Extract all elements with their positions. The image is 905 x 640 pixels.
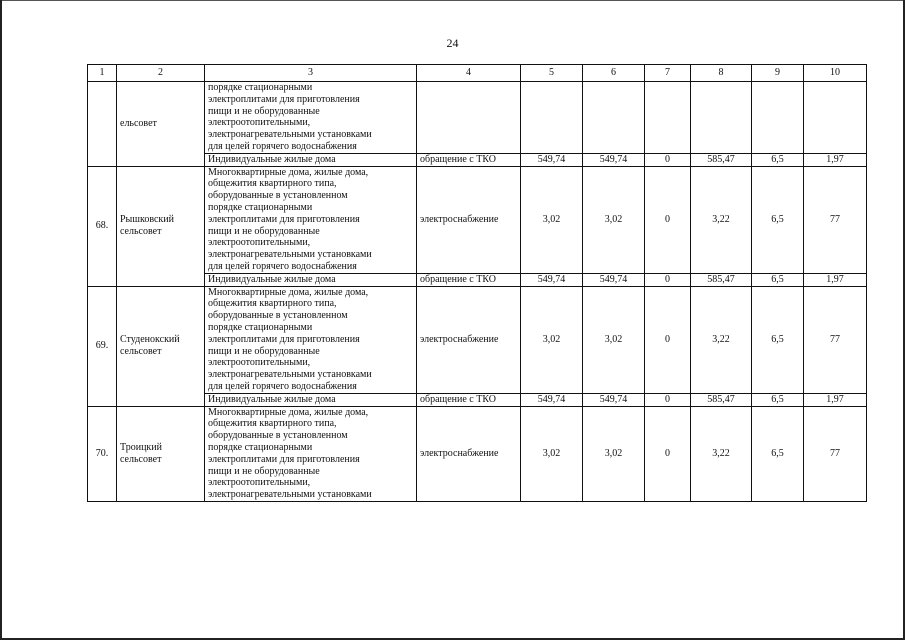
value-col7: 0 xyxy=(645,153,691,166)
tariff-table xyxy=(87,64,867,502)
column-header: 2 xyxy=(117,65,205,82)
value-col9: 6,5 xyxy=(752,393,804,406)
value-col6: 3,02 xyxy=(583,286,645,393)
value-col8: 3,22 xyxy=(691,406,752,501)
value-col6: 549,74 xyxy=(583,153,645,166)
value-col10: 1,97 xyxy=(804,153,867,166)
utility-service: обращение с ТКО xyxy=(417,393,521,406)
page-number: 24 xyxy=(446,36,459,50)
value-col10: 1,97 xyxy=(804,393,867,406)
table-row xyxy=(88,153,867,166)
value-col9: 6,5 xyxy=(752,153,804,166)
value-col8: 3,22 xyxy=(691,166,752,273)
housing-category: порядке стационарными электроплитами для приготовления пищи и не оборудованные электроотопительными, электронагревательными установками для целей горячего водоснабжения xyxy=(205,82,417,154)
value-col5: 549,74 xyxy=(521,153,583,166)
housing-category: Индивидуальные жилые дома xyxy=(205,393,417,406)
value-col9 xyxy=(752,82,804,154)
value-col8: 3,22 xyxy=(691,286,752,393)
housing-category: Многоквартирные дома, жилые дома, общежития квартирного типа, оборудованные в установленном порядке стационарными электроплитами для приготовления пищи и не оборудованные электроотопительными, электронагревательными установками для целей горячего водоснабжения xyxy=(205,286,417,393)
table-row xyxy=(88,82,867,154)
value-col9: 6,5 xyxy=(752,406,804,501)
column-header: 8 xyxy=(691,65,752,82)
value-col8 xyxy=(691,82,752,154)
utility-service: электроснабжение xyxy=(417,406,521,501)
utility-service: обращение с ТКО xyxy=(417,273,521,286)
settlement-name: Троицкий сельсовет xyxy=(117,406,205,501)
value-col6: 549,74 xyxy=(583,273,645,286)
value-col7: 0 xyxy=(645,166,691,273)
value-col7: 0 xyxy=(645,286,691,393)
settlement-name: Рышковский сельсовет xyxy=(117,166,205,286)
column-header: 9 xyxy=(752,65,804,82)
column-header: 3 xyxy=(205,65,417,82)
value-col10: 77 xyxy=(804,166,867,273)
value-col7 xyxy=(645,82,691,154)
utility-service: электроснабжение xyxy=(417,166,521,273)
value-col10: 77 xyxy=(804,406,867,501)
utility-service xyxy=(417,82,521,154)
table-row xyxy=(88,286,867,393)
value-col6: 3,02 xyxy=(583,406,645,501)
value-col7: 0 xyxy=(645,273,691,286)
value-col6: 3,02 xyxy=(583,166,645,273)
housing-category: Многоквартирные дома, жилые дома, общежития квартирного типа, оборудованные в установленном порядке стационарными электроплитами для приготовления пищи и не оборудованные электроотопительными, электронагревательными установками для целей горячего водоснабжения xyxy=(205,166,417,273)
value-col6 xyxy=(583,82,645,154)
value-col5: 549,74 xyxy=(521,273,583,286)
value-col10: 77 xyxy=(804,286,867,393)
table-row xyxy=(88,273,867,286)
value-col9: 6,5 xyxy=(752,273,804,286)
page-border-left xyxy=(0,0,2,640)
utility-service: обращение с ТКО xyxy=(417,153,521,166)
value-col5: 549,74 xyxy=(521,393,583,406)
value-col5: 3,02 xyxy=(521,406,583,501)
column-header: 7 xyxy=(645,65,691,82)
value-col6: 549,74 xyxy=(583,393,645,406)
settlement-name: Студенокский сельсовет xyxy=(117,286,205,406)
value-col8: 585,47 xyxy=(691,153,752,166)
column-header: 6 xyxy=(583,65,645,82)
value-col8: 585,47 xyxy=(691,273,752,286)
row-number: 70. xyxy=(88,406,117,501)
value-col8: 585,47 xyxy=(691,393,752,406)
value-col7: 0 xyxy=(645,406,691,501)
value-col5: 3,02 xyxy=(521,286,583,393)
table-row xyxy=(88,166,867,273)
row-number: 68. xyxy=(88,166,117,286)
value-col5: 3,02 xyxy=(521,166,583,273)
value-col9: 6,5 xyxy=(752,286,804,393)
settlement-name: ельсовет xyxy=(117,82,205,167)
table-row xyxy=(88,393,867,406)
column-number-row xyxy=(88,65,867,82)
housing-category: Индивидуальные жилые дома xyxy=(205,273,417,286)
housing-category: Многоквартирные дома, жилые дома, общежития квартирного типа, оборудованные в установленном порядке стационарными электроплитами для приготовления пищи и не оборудованные электроотопительными, электронагревательными установками xyxy=(205,406,417,501)
value-col9: 6,5 xyxy=(752,166,804,273)
value-col7: 0 xyxy=(645,393,691,406)
page-border-top xyxy=(0,0,905,1)
table-row xyxy=(88,406,867,501)
value-col10 xyxy=(804,82,867,154)
utility-service: электроснабжение xyxy=(417,286,521,393)
column-header: 5 xyxy=(521,65,583,82)
housing-category: Индивидуальные жилые дома xyxy=(205,153,417,166)
value-col10: 1,97 xyxy=(804,273,867,286)
row-number: 69. xyxy=(88,286,117,406)
column-header: 1 xyxy=(88,65,117,82)
column-header: 10 xyxy=(804,65,867,82)
row-number xyxy=(88,82,117,167)
column-header: 4 xyxy=(417,65,521,82)
value-col5 xyxy=(521,82,583,154)
